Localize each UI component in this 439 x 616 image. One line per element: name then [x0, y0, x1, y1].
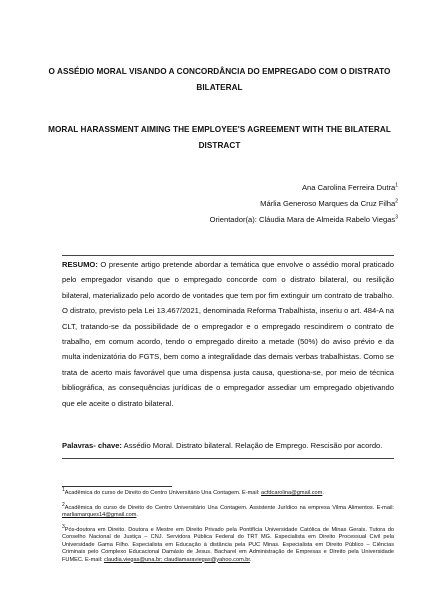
- abstract: [62, 255, 394, 411]
- author-block: [98, 180, 398, 228]
- footnote-2-mark: 2: [62, 502, 65, 509]
- footnote-2: [62, 502, 394, 520]
- footnote-1-mark: 1: [62, 487, 65, 494]
- abstract-text: O presente artigo pretende abordar a temática que envolve o assédio moral praticado pelo empregador visando que o empregado concorde com o distrato bilateral, ou resilição bilateral, materializado pelo acordo de vontades que tem por fim extinguir um contrato de trabalho. O distrato, previsto pela Lei 13.467/2021, denominada Reforma Trabalhista, inseriu o art. 484-A na CLT, tratando-se da possibilidade de o empregador e o empregado rescindirem o contrato de trabalho, em comum acordo, tendo o empregado direito a metade (50%) do aviso prévio e da multa indenizatória do FGTS, bem como a integralidade das demais verbas trabalhistas. Como se trata de acerto mais favorável que uma dispensa justa causa, questiona-se, por meio de técnica bibliográfica, as consequências jurídicas de o empregador assediar um empregado objetivando que ele aceite o distrato bilateral.: [62, 260, 394, 408]
- footnote-3-text: Pós-doutora em Direito. Doutora e Mestre em Direito Privado pela Pontifícia Universidade Católica de Minas Gerais. Tutora do Conselho Nacional de Justiça – CNJ. Servidora Pública Federal do TRT MG. Especialista em Direito Processual Civil pela Universidade Gama Filho. Especialista em Educação à distância pela PUC Minas. Especialista em Direito Público – Ciências Criminais pelo Complexo Educacional Damásio de Jesus. Bacharel em Administração de Empresas e Direito pela Universidade FUMEC. E-mail:: [62, 527, 394, 563]
- title-portuguese: O ASSÉDIO MORAL VISANDO A CONCORDÂNCIA DO EMPREGADO COM O DISTRATO BILATERAL: [48, 67, 391, 92]
- author-2: [98, 196, 398, 212]
- footnote-2-email-link[interactable]: marliamarques14@gmail.com: [62, 512, 137, 519]
- advisor-name: Orientador(a): Cláudia Mara de Almeida Rabelo Viegas: [209, 215, 396, 224]
- footnote-2-text: Acadêmica do curso de Direito do Centro Universitário Una Contagem. Assistente Jurídico na empresa Vilma Alimentos. E-mail:: [64, 505, 394, 511]
- footnote-1-email-link[interactable]: acfdcarolina@gmail.com: [260, 490, 323, 496]
- footnote-3-period: .: [249, 556, 252, 563]
- advisor-footnote-mark: 3: [395, 214, 398, 221]
- footnote-3-email-link[interactable]: claudia.viegas@una.br; claudiamaraviegas@yahoo.com.br: [103, 556, 250, 563]
- footnote-3-mark: 3: [62, 524, 65, 531]
- advisor: [98, 212, 398, 228]
- abstract-label: RESUMO:: [62, 260, 98, 269]
- footnote-3: [62, 524, 394, 564]
- title-english: MORAL HARASSMENT AIMING THE EMPLOYEE'S AGREEMENT WITH THE BILATERAL DISTRACT: [48, 125, 391, 150]
- keywords-label: Palavras- chave:: [62, 441, 122, 450]
- author-1: [98, 180, 398, 196]
- footnote-1-period: .: [322, 490, 324, 496]
- author-1-name: Ana Carolina Ferreira Dutra: [301, 183, 396, 192]
- keywords-text: Assédio Moral. Distrato bilateral. Relação de Emprego. Rescisão por acordo.: [123, 441, 383, 450]
- keywords: [62, 438, 394, 453]
- footnote-2-period: .: [136, 512, 138, 519]
- author-2-footnote-mark: 2: [395, 198, 398, 205]
- footnote-1-text: Acadêmica do curso de Direito do Centro Universitário Una Contagem. E-mail:: [64, 490, 260, 496]
- author-1-footnote-mark: 1: [395, 182, 398, 189]
- footnote-1: [62, 487, 394, 497]
- author-2-name: Márlia Generoso Marques da Cruz Filha: [260, 199, 396, 208]
- footnote-separator: [62, 486, 172, 487]
